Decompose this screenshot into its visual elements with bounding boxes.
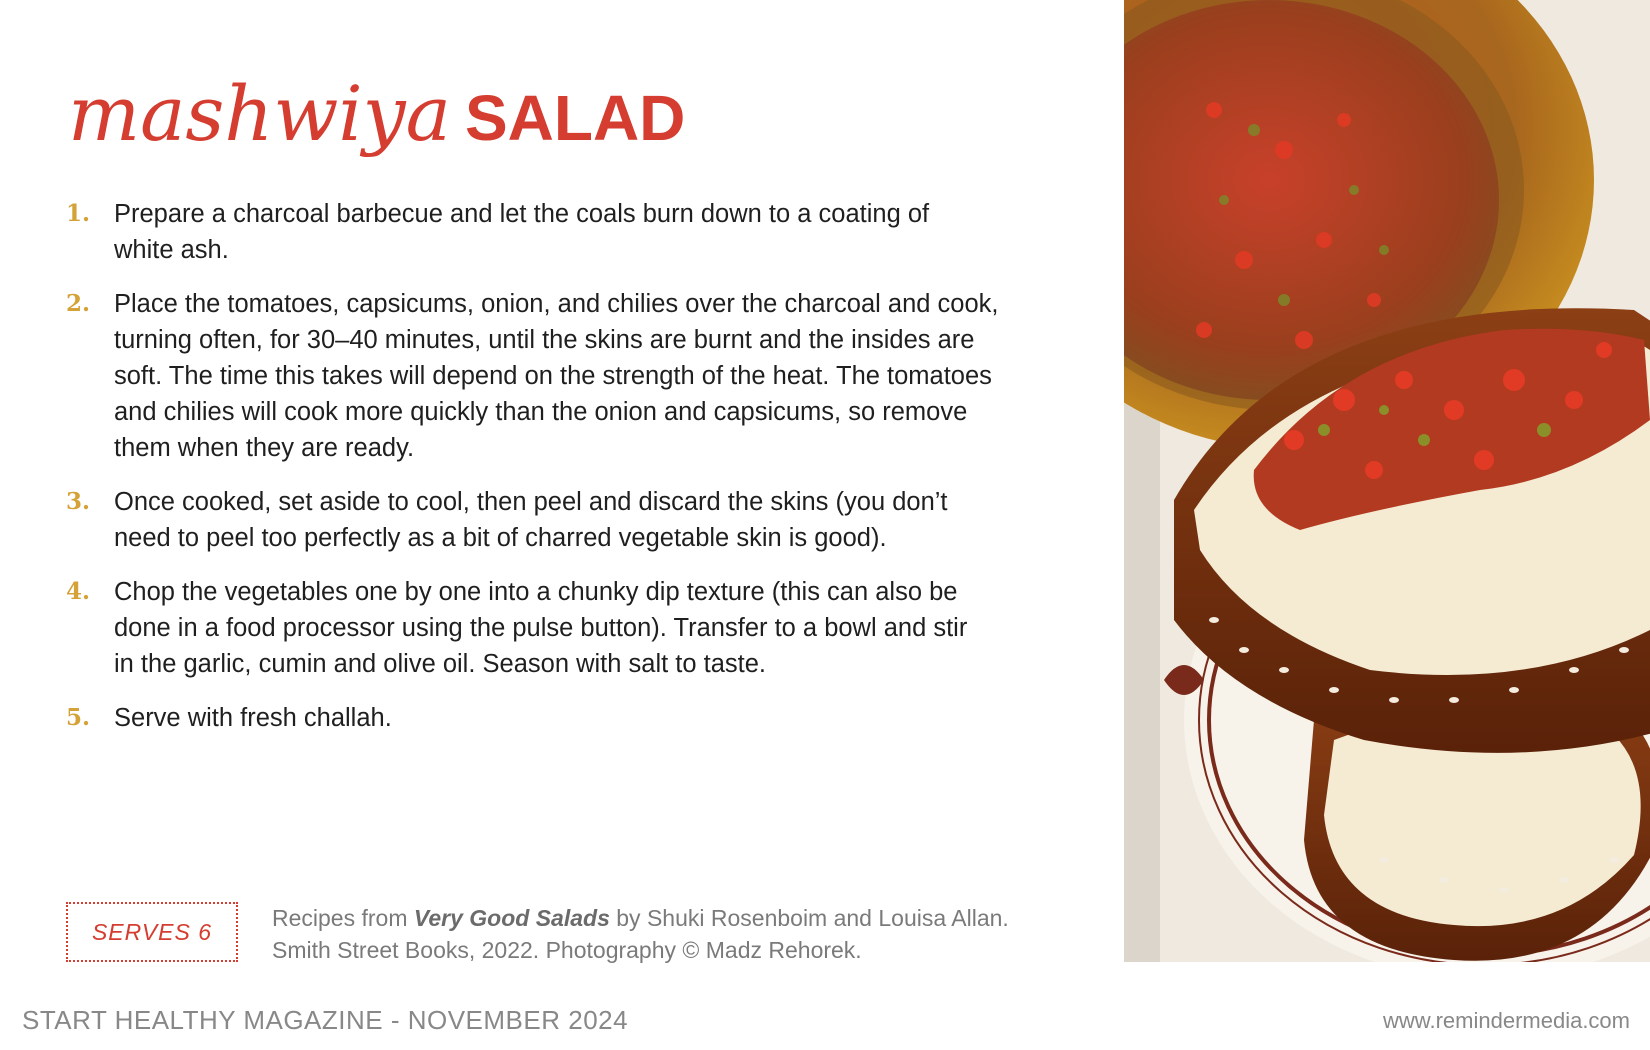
step-text: Chop the vegetables one by one into a chunky dip texture (this can also be done in a food processor using the pulse button). Transfer to a bowl and stir in the garlic, cumin and olive oil. Season with salt to taste. — [114, 578, 968, 678]
recipe-steps — [60, 196, 1020, 754]
footer-magazine: START HEALTHY MAGAZINE - NOVEMBER 2024 — [22, 1005, 629, 1035]
step-number: 4. — [66, 578, 91, 605]
footer-website: www.remindermedia.com — [1383, 1008, 1630, 1033]
credit-book-title: Very Good Salads — [413, 905, 610, 931]
credit-line-2: Smith Street Books, 2022. Photography © Madz Rehorek. — [272, 937, 862, 963]
serves-badge — [66, 902, 238, 962]
step-number: 3. — [66, 488, 91, 515]
title-bold: SALAD — [464, 82, 686, 154]
step-number: 1. — [66, 200, 91, 227]
step-number: 5. — [66, 704, 91, 731]
list-item — [60, 196, 1020, 268]
list-item — [60, 574, 1020, 682]
title-italic: mashwiya — [68, 69, 451, 158]
page-title — [68, 69, 686, 158]
list-item — [60, 286, 1020, 466]
step-number: 2. — [66, 290, 91, 317]
credit-prefix: Recipes from — [272, 905, 414, 931]
recipe-credit — [272, 902, 1072, 966]
step-text: Serve with fresh challah. — [114, 704, 392, 732]
step-text: Prepare a charcoal barbecue and let the coals burn down to a coating of white ash. — [114, 200, 930, 264]
credit-line-1 — [272, 902, 1072, 934]
credit-suffix: by Shuki Rosenboim and Louisa Allan. — [609, 905, 1009, 931]
serves-label: SERVES 6 — [91, 918, 213, 945]
food-photo — [1124, 0, 1650, 962]
step-text: Place the tomatoes, capsicums, onion, and chilies over the charcoal and cook, turning often, for 30–40 minutes, until the skins are burnt and the insides are soft. The time this takes will depend on the strength of the heat. The tomatoes and chilies will cook more quickly than the onion and capsicums, so remove them when they are ready. — [114, 290, 999, 462]
list-item — [60, 484, 1020, 556]
list-item — [60, 700, 1020, 736]
step-text: Once cooked, set aside to cool, then peel and discard the skins (you don’t need to peel too perfectly as a bit of charred vegetable skin is good). — [114, 488, 948, 552]
